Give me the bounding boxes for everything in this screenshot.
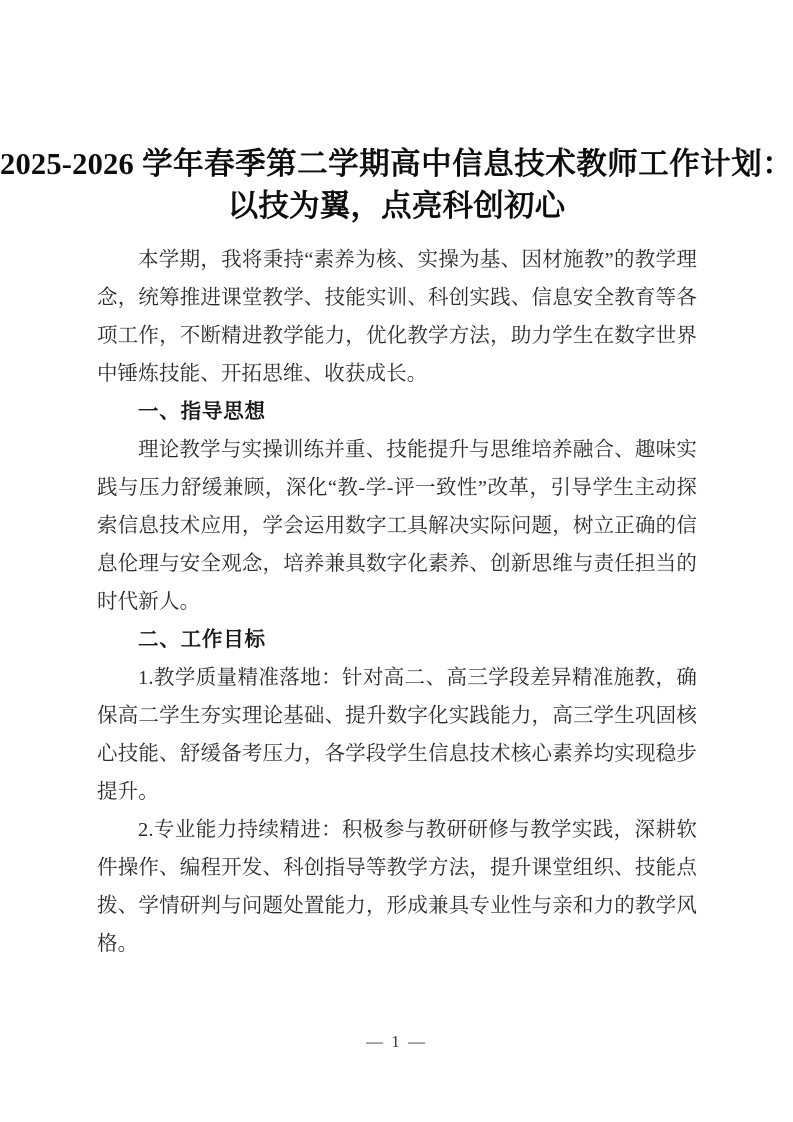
section-heading-work-objectives: 二、工作目标: [138, 629, 266, 651]
content-blocks: [97, 241, 697, 963]
objective-item-2: 2.专业能力持续精进：积极参与教研研修与教学实践，深耕软件操作、编程开发、科创指导等教学方法，提升课堂组织、技能点拨、学情研判与问题处置能力，形成兼具专业性与亲和力的教学风格。: [97, 819, 697, 955]
page-footer: [0, 1032, 793, 1052]
section-heading-guiding-ideology: 一、指导思想: [138, 401, 266, 423]
document-body: [97, 241, 697, 963]
page-title: 2025-2026 学年春季第二学期高中信息技术教师工作计划：以技为翼，点亮科创初心: [0, 147, 793, 223]
title-body-spacer: [0, 227, 793, 241]
objective-item-1: 1.教学质量精准落地：针对高二、高三学段差异精准施教，确保高二学生夯实理论基础、提升数字化实践能力，高三学生巩固核心技能、舒缓备考压力，各学段学生信息技术核心素养均实现稳步提升。: [97, 667, 697, 803]
intro-paragraph: 本学期，我将秉持“素养为核、实操为基、因材施教”的教学理念，统筹推进课堂教学、技能实训、科创实践、信息安全教育等各项工作，不断精进教学能力，优化教学方法，助力学生在数字世界中锤炼技能、开拓思维、收获成长。: [97, 249, 697, 385]
page-number: — 1 —: [366, 1032, 427, 1051]
guiding-ideology-paragraph: 理论教学与实操训练并重、技能提升与思维培养融合、趣味实践与压力舒缓兼顾，深化“教-学-评一致性”改革，引导学生主动探索信息技术应用，学会运用数字工具解决实际问题，树立正确的信息伦理与安全观念，培养兼具数字化素养、创新思维与责任担当的时代新人。: [97, 439, 697, 613]
